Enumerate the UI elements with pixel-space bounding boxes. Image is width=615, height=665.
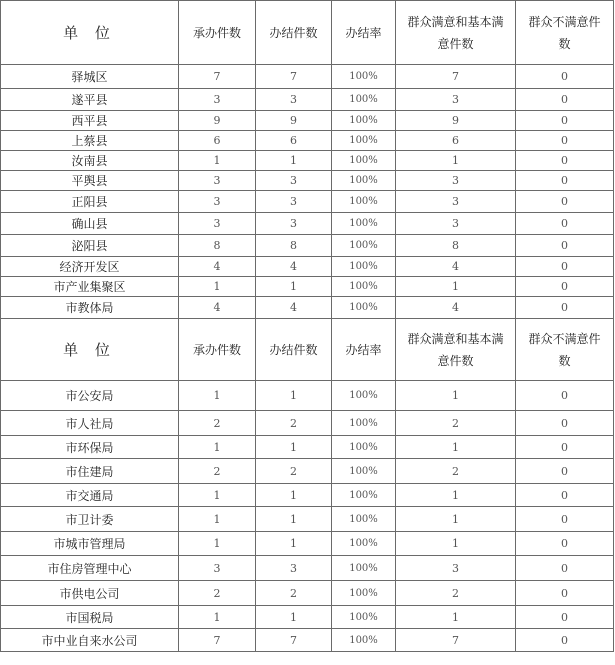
cell-handled: 1 bbox=[179, 507, 256, 532]
table-row bbox=[1, 257, 614, 277]
cell-closed: 8 bbox=[256, 235, 332, 257]
cell-unsatisfied: 0 bbox=[516, 381, 614, 411]
cell-unsatisfied: 0 bbox=[516, 111, 614, 131]
cell-handled: 2 bbox=[179, 581, 256, 606]
cell-unsatisfied: 0 bbox=[516, 629, 614, 652]
cell-unsatisfied: 0 bbox=[516, 257, 614, 277]
cell-unsatisfied: 0 bbox=[516, 532, 614, 556]
cell-unsatisfied: 0 bbox=[516, 235, 614, 257]
cell-unsatisfied: 0 bbox=[516, 191, 614, 213]
cell-handled: 3 bbox=[179, 556, 256, 581]
cell-closed: 9 bbox=[256, 111, 332, 131]
cell-handled: 8 bbox=[179, 235, 256, 257]
cell-closed: 1 bbox=[256, 507, 332, 532]
cell-handled: 1 bbox=[179, 277, 256, 297]
cell-unsatisfied: 0 bbox=[516, 581, 614, 606]
cell-closed: 3 bbox=[256, 171, 332, 191]
cell-unit: 泌阳县 bbox=[1, 235, 179, 257]
cell-unit: 市人社局 bbox=[1, 411, 179, 436]
cell-rate: 100% bbox=[332, 606, 396, 629]
header-rate: 办结率 bbox=[332, 319, 396, 381]
cell-satisfied: 1 bbox=[396, 507, 516, 532]
cell-unsatisfied: 0 bbox=[516, 131, 614, 151]
table-row bbox=[1, 151, 614, 171]
cell-rate: 100% bbox=[332, 235, 396, 257]
cell-unit: 经济开发区 bbox=[1, 257, 179, 277]
cell-unit: 汝南县 bbox=[1, 151, 179, 171]
cell-closed: 1 bbox=[256, 606, 332, 629]
cell-satisfied: 1 bbox=[396, 436, 516, 459]
table-row bbox=[1, 436, 614, 459]
cell-closed: 2 bbox=[256, 411, 332, 436]
header-handled: 承办件数 bbox=[179, 1, 256, 65]
cell-unsatisfied: 0 bbox=[516, 151, 614, 171]
cell-satisfied: 6 bbox=[396, 131, 516, 151]
header-unsatisfied: 群众不满意件数 bbox=[516, 1, 614, 65]
header-closed: 办结件数 bbox=[256, 319, 332, 381]
cell-closed: 7 bbox=[256, 629, 332, 652]
table-row bbox=[1, 381, 614, 411]
cell-unsatisfied: 0 bbox=[516, 436, 614, 459]
cell-closed: 7 bbox=[256, 65, 332, 89]
cell-rate: 100% bbox=[332, 556, 396, 581]
table-row bbox=[1, 235, 614, 257]
cell-rate: 100% bbox=[332, 436, 396, 459]
cell-rate: 100% bbox=[332, 191, 396, 213]
cell-unit: 市教体局 bbox=[1, 297, 179, 319]
cell-handled: 1 bbox=[179, 532, 256, 556]
table-body bbox=[1, 1, 614, 652]
cell-unsatisfied: 0 bbox=[516, 65, 614, 89]
table-row bbox=[1, 606, 614, 629]
cell-satisfied: 3 bbox=[396, 89, 516, 111]
cell-unsatisfied: 0 bbox=[516, 556, 614, 581]
cell-rate: 100% bbox=[332, 171, 396, 191]
table-row bbox=[1, 191, 614, 213]
table-row bbox=[1, 411, 614, 436]
header-unit: 单 位 bbox=[1, 319, 179, 381]
cell-unit: 西平县 bbox=[1, 111, 179, 131]
cell-handled: 1 bbox=[179, 606, 256, 629]
cell-rate: 100% bbox=[332, 532, 396, 556]
header-rate: 办结率 bbox=[332, 1, 396, 65]
table-row bbox=[1, 459, 614, 484]
cell-rate: 100% bbox=[332, 213, 396, 235]
cell-satisfied: 7 bbox=[396, 629, 516, 652]
cell-closed: 1 bbox=[256, 277, 332, 297]
cell-handled: 1 bbox=[179, 436, 256, 459]
cell-unit: 平舆县 bbox=[1, 171, 179, 191]
cell-satisfied: 1 bbox=[396, 151, 516, 171]
header-handled: 承办件数 bbox=[179, 319, 256, 381]
cell-unit: 驿城区 bbox=[1, 65, 179, 89]
cell-rate: 100% bbox=[332, 65, 396, 89]
cell-handled: 7 bbox=[179, 65, 256, 89]
cell-satisfied: 3 bbox=[396, 556, 516, 581]
cell-closed: 3 bbox=[256, 89, 332, 111]
cell-rate: 100% bbox=[332, 277, 396, 297]
cell-unit: 确山县 bbox=[1, 213, 179, 235]
cell-closed: 2 bbox=[256, 581, 332, 606]
cell-unsatisfied: 0 bbox=[516, 277, 614, 297]
table-row bbox=[1, 629, 614, 652]
cell-closed: 6 bbox=[256, 131, 332, 151]
cell-unit: 正阳县 bbox=[1, 191, 179, 213]
cell-rate: 100% bbox=[332, 131, 396, 151]
header-row-repeat bbox=[1, 319, 614, 381]
cell-unit: 遂平县 bbox=[1, 89, 179, 111]
cell-unsatisfied: 0 bbox=[516, 411, 614, 436]
cell-rate: 100% bbox=[332, 257, 396, 277]
cell-rate: 100% bbox=[332, 581, 396, 606]
cell-unit: 市供电公司 bbox=[1, 581, 179, 606]
cell-satisfied: 1 bbox=[396, 532, 516, 556]
table-row bbox=[1, 581, 614, 606]
table-row bbox=[1, 277, 614, 297]
header-row bbox=[1, 1, 614, 65]
cell-closed: 4 bbox=[256, 257, 332, 277]
table-row bbox=[1, 297, 614, 319]
cell-closed: 2 bbox=[256, 459, 332, 484]
cell-satisfied: 3 bbox=[396, 171, 516, 191]
cell-handled: 2 bbox=[179, 459, 256, 484]
cell-handled: 9 bbox=[179, 111, 256, 131]
cell-handled: 6 bbox=[179, 131, 256, 151]
cell-handled: 3 bbox=[179, 213, 256, 235]
cell-closed: 1 bbox=[256, 151, 332, 171]
cell-satisfied: 1 bbox=[396, 606, 516, 629]
header-satisfied: 群众满意和基本满意件数 bbox=[396, 319, 516, 381]
cell-closed: 1 bbox=[256, 532, 332, 556]
table-row bbox=[1, 89, 614, 111]
cell-unit: 市公安局 bbox=[1, 381, 179, 411]
cell-rate: 100% bbox=[332, 507, 396, 532]
cell-unit: 上蔡县 bbox=[1, 131, 179, 151]
cell-closed: 1 bbox=[256, 436, 332, 459]
cell-satisfied: 2 bbox=[396, 459, 516, 484]
cell-unit: 市住房管理中心 bbox=[1, 556, 179, 581]
cell-rate: 100% bbox=[332, 111, 396, 131]
cell-satisfied: 2 bbox=[396, 411, 516, 436]
cell-closed: 1 bbox=[256, 484, 332, 507]
cell-handled: 4 bbox=[179, 257, 256, 277]
cell-unit: 市国税局 bbox=[1, 606, 179, 629]
cell-unit: 市产业集聚区 bbox=[1, 277, 179, 297]
header-unsatisfied: 群众不满意件数 bbox=[516, 319, 614, 381]
table-row bbox=[1, 532, 614, 556]
cell-rate: 100% bbox=[332, 297, 396, 319]
cell-handled: 2 bbox=[179, 411, 256, 436]
cell-unit: 市环保局 bbox=[1, 436, 179, 459]
cell-handled: 1 bbox=[179, 151, 256, 171]
header-satisfied: 群众满意和基本满意件数 bbox=[396, 1, 516, 65]
cell-unsatisfied: 0 bbox=[516, 459, 614, 484]
cell-unsatisfied: 0 bbox=[516, 484, 614, 507]
header-unit: 单 位 bbox=[1, 1, 179, 65]
cell-satisfied: 1 bbox=[396, 381, 516, 411]
cell-satisfied: 1 bbox=[396, 484, 516, 507]
cell-unit: 市城市管理局 bbox=[1, 532, 179, 556]
cell-handled: 4 bbox=[179, 297, 256, 319]
cell-unit: 市卫计委 bbox=[1, 507, 179, 532]
cell-satisfied: 3 bbox=[396, 213, 516, 235]
cell-unsatisfied: 0 bbox=[516, 297, 614, 319]
cell-unsatisfied: 0 bbox=[516, 171, 614, 191]
cell-satisfied: 2 bbox=[396, 581, 516, 606]
cell-rate: 100% bbox=[332, 411, 396, 436]
cell-rate: 100% bbox=[332, 151, 396, 171]
table-row bbox=[1, 65, 614, 89]
cell-unit: 市住建局 bbox=[1, 459, 179, 484]
cell-unit: 市中业自来水公司 bbox=[1, 629, 179, 652]
cell-unit: 市交通局 bbox=[1, 484, 179, 507]
cell-handled: 1 bbox=[179, 381, 256, 411]
cell-rate: 100% bbox=[332, 459, 396, 484]
table-row bbox=[1, 131, 614, 151]
cell-satisfied: 1 bbox=[396, 277, 516, 297]
cell-unsatisfied: 0 bbox=[516, 89, 614, 111]
table-row bbox=[1, 171, 614, 191]
cell-unsatisfied: 0 bbox=[516, 507, 614, 532]
cell-satisfied: 3 bbox=[396, 191, 516, 213]
cell-handled: 7 bbox=[179, 629, 256, 652]
cell-satisfied: 8 bbox=[396, 235, 516, 257]
cell-satisfied: 7 bbox=[396, 65, 516, 89]
cell-unsatisfied: 0 bbox=[516, 213, 614, 235]
table-row bbox=[1, 507, 614, 532]
cell-rate: 100% bbox=[332, 381, 396, 411]
cell-rate: 100% bbox=[332, 629, 396, 652]
cell-closed: 1 bbox=[256, 381, 332, 411]
cell-unsatisfied: 0 bbox=[516, 606, 614, 629]
cell-closed: 4 bbox=[256, 297, 332, 319]
table-row bbox=[1, 556, 614, 581]
cell-rate: 100% bbox=[332, 484, 396, 507]
cell-handled: 3 bbox=[179, 171, 256, 191]
cell-handled: 3 bbox=[179, 191, 256, 213]
cell-handled: 1 bbox=[179, 484, 256, 507]
header-closed: 办结件数 bbox=[256, 1, 332, 65]
cell-satisfied: 9 bbox=[396, 111, 516, 131]
table-row bbox=[1, 213, 614, 235]
cell-satisfied: 4 bbox=[396, 257, 516, 277]
cell-closed: 3 bbox=[256, 213, 332, 235]
cell-rate: 100% bbox=[332, 89, 396, 111]
cell-handled: 3 bbox=[179, 89, 256, 111]
table-row bbox=[1, 484, 614, 507]
cell-closed: 3 bbox=[256, 556, 332, 581]
table-row bbox=[1, 111, 614, 131]
cell-closed: 3 bbox=[256, 191, 332, 213]
cell-satisfied: 4 bbox=[396, 297, 516, 319]
